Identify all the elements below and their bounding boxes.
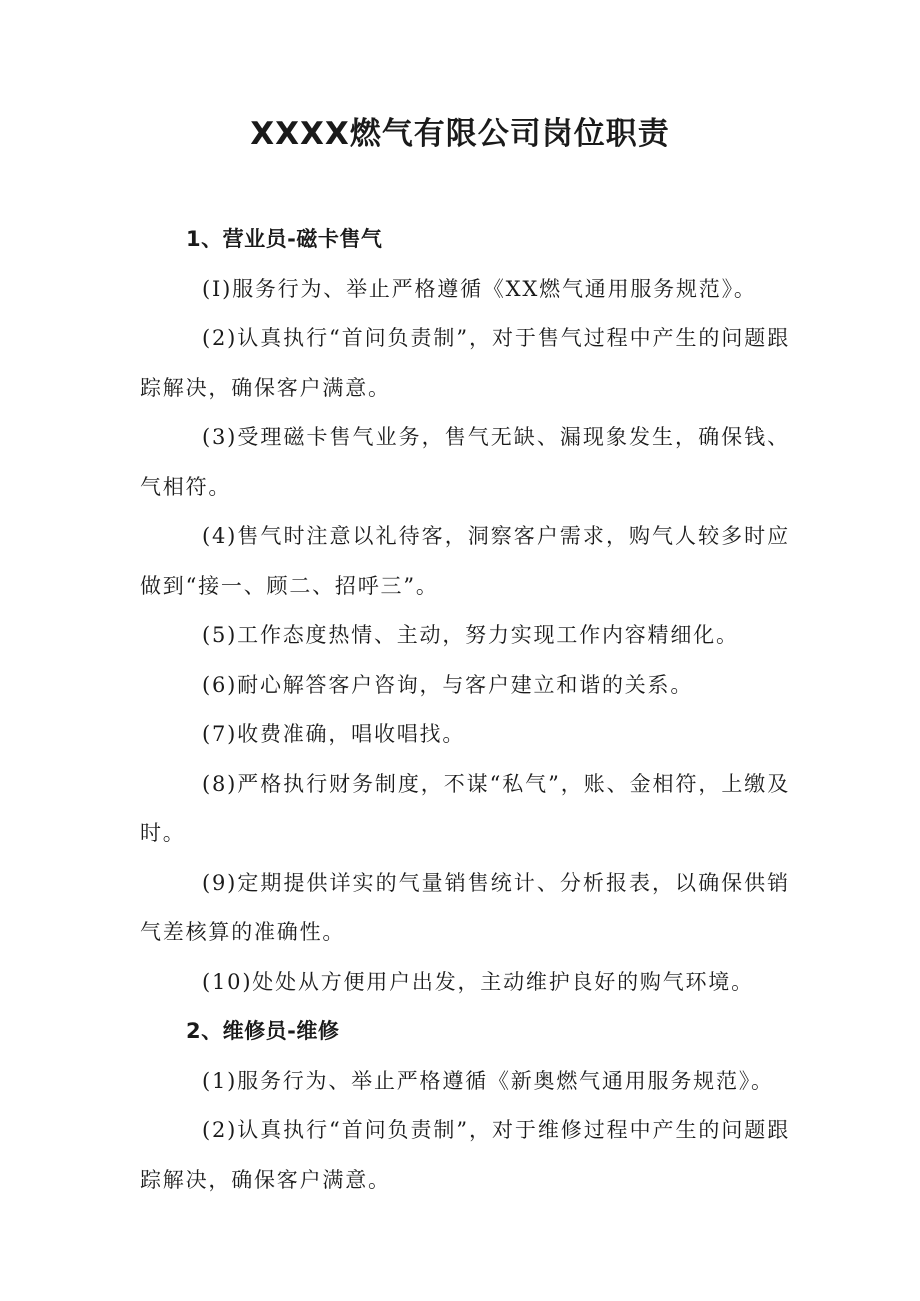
duty-item: (7)收费准确，唱收唱找。 [202,722,466,746]
duty-item: (6)耐心解答客户咨询，与客户建立和谐的关系。 [202,672,694,697]
duty-item: (8)严格执行财务制度，不谋“私气”，账、金相符，上缴及时。 [140,771,790,845]
section-heading: 1、营业员-磁卡售气 [186,227,383,251]
duty-item: (4)售气时注意以礼待客，洞察客户需求，购气人较多时应做到“接一、顾二、招呼三”。 [140,524,790,598]
document-title: XXXX燃气有限公司岗位职责 [250,116,670,152]
section-heading: 2、维修员-维修 [186,1019,340,1043]
section-repairman [140,1007,790,1205]
duty-item: (9)定期提供详实的气量销售统计、分析报表，以确保供销气差核算的准确性。 [140,870,790,944]
duty-item: (3)受理磁卡售气业务，售气无缺、漏现象发生，确保钱、气相符。 [140,425,790,499]
duty-item: (2)认真执行“首问负责制”，对于售气过程中产生的问题跟踪解决，确保客户满意。 [140,326,790,400]
section-salesperson [140,215,790,1007]
duty-item: (5)工作态度热情、主动，努力实现工作内容精细化。 [202,623,739,647]
duty-item: (2)认真执行“首问负责制”，对于维修过程中产生的问题跟踪解决，确保客户满意。 [140,1118,790,1192]
document-body [140,215,790,1205]
duty-item: (I)服务行为、举止严格遵循《XX燃气通用服务规范》。 [202,276,757,301]
duty-item: (10)处处从方便用户出发，主动维护良好的购气环境。 [202,969,754,994]
duty-item: (1)服务行为、举止严格遵循《新奥燃气通用服务规范》。 [202,1068,774,1093]
